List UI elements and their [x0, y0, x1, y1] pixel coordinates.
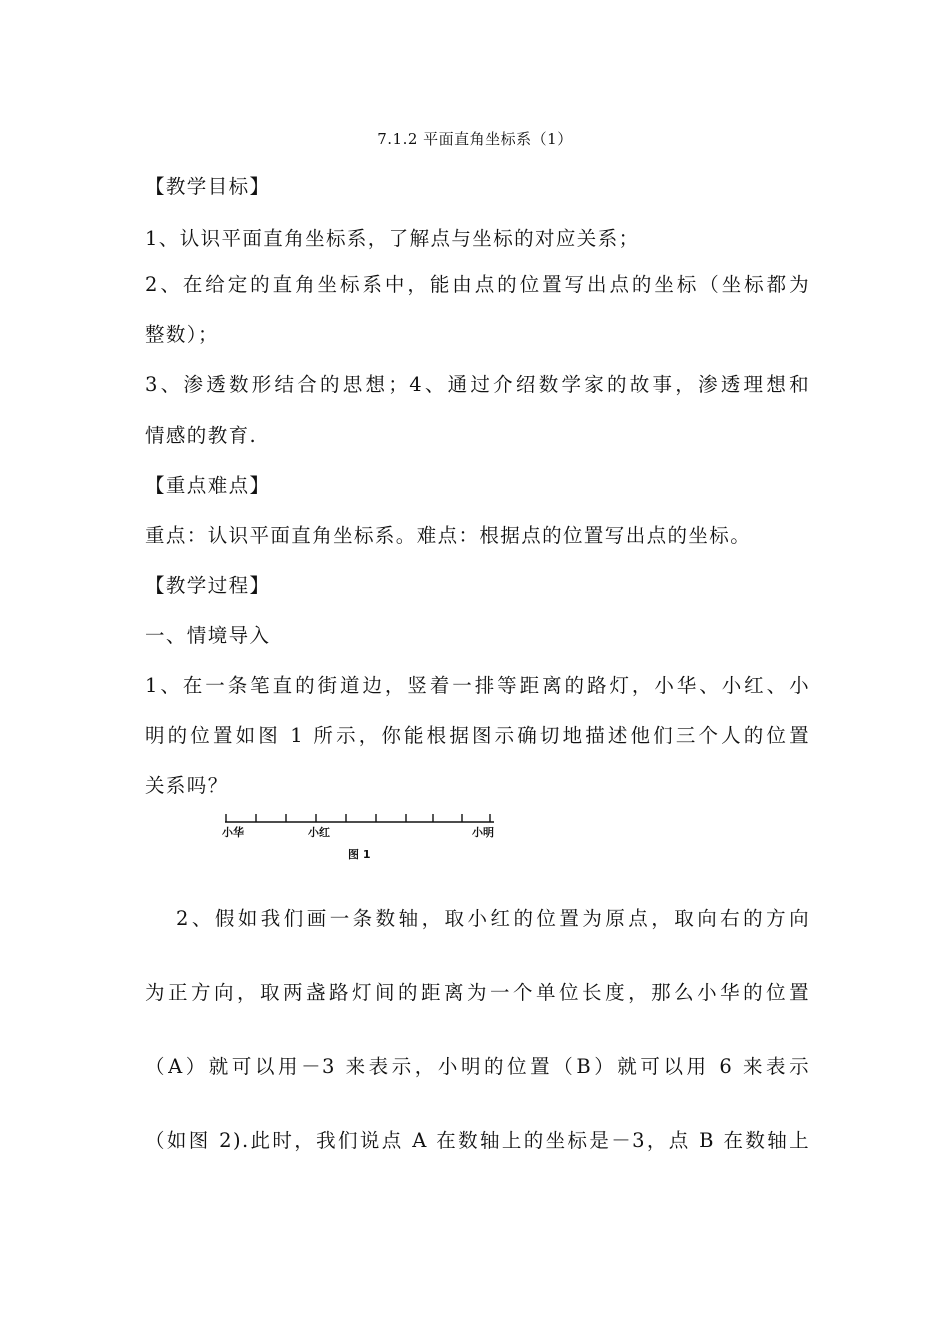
question-1-line-2: 明的位置如图 1 所示，你能根据图示确切地描述他们三个人的位置	[145, 724, 810, 747]
document-title: 7.1.2 平面直角坐标系（1）	[377, 130, 573, 148]
objective-3-line-1: 3、渗透数形结合的思想；4、通过介绍数学家的故事，渗透理想和	[145, 373, 810, 396]
section-intro-heading: 一、情境导入	[145, 624, 271, 647]
question-1-line-1: 1、在一条笔直的街道边，竖着一排等距离的路灯，小华、小红、小	[145, 674, 810, 697]
objective-1: 1、认识平面直角坐标系，了解点与坐标的对应关系；	[145, 227, 640, 250]
objective-3-line-2: 情感的教育.	[145, 424, 258, 447]
heading-process: 【教学过程】	[145, 574, 271, 597]
key-points-text: 重点：认识平面直角坐标系。难点：根据点的位置写出点的坐标。	[145, 524, 752, 547]
label-xiaoming: 小明	[472, 826, 494, 839]
objective-2-line-2: 整数）；	[145, 323, 219, 346]
figure-1-street-lamps	[222, 808, 502, 864]
question-1-line-3: 关系吗？	[145, 774, 229, 797]
objective-2-line-1: 2、在给定的直角坐标系中，能由点的位置写出点的坐标（坐标都为	[145, 273, 810, 296]
figure-caption: 图 1	[348, 848, 371, 861]
question-2-line-2: 为正方向，取两盏路灯间的距离为一个单位长度，那么小华的位置	[145, 981, 810, 1004]
heading-objectives: 【教学目标】	[145, 175, 271, 198]
question-2-line-1: 2、假如我们画一条数轴，取小红的位置为原点，取向右的方向	[176, 907, 810, 930]
label-xiaohua: 小华	[222, 826, 244, 839]
question-2-line-4: （如图 2).此时，我们说点 A 在数轴上的坐标是－3，点 B 在数轴上	[145, 1129, 810, 1152]
question-2-line-3: （A）就可以用－3 来表示，小明的位置（B）就可以用 6 来表示	[145, 1055, 810, 1078]
label-xiaohong: 小红	[308, 826, 330, 839]
heading-key-points: 【重点难点】	[145, 474, 271, 497]
